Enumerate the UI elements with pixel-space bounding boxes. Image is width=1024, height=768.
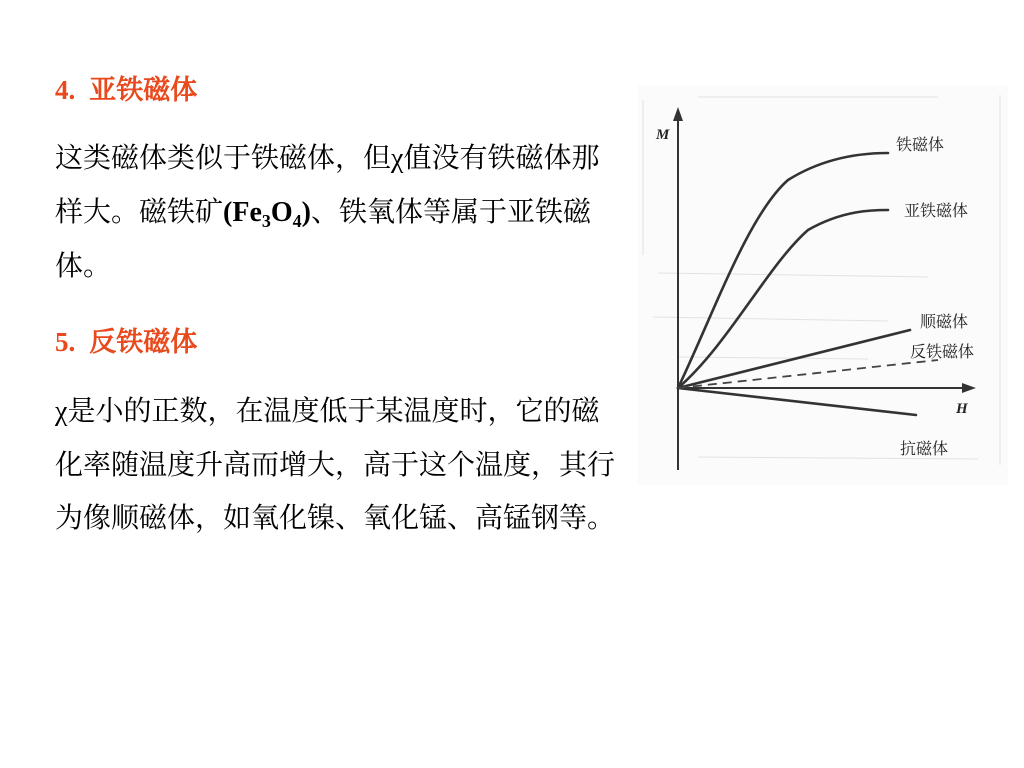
formula-part-fe: (Fe [223,197,262,228]
chi-symbol: χ [55,396,68,427]
magnetite-formula [223,197,311,231]
ferrimagnet-label: 亚铁磁体 [904,201,969,220]
magnetization-curves-figure [638,85,1008,485]
section-4-text-a: 这类磁体类似于铁磁体，但 [55,141,392,174]
section-4-text-c: 、铁氧体等属于亚铁磁体。 [55,195,591,282]
ferromagnet-label: 铁磁体 [896,135,945,154]
section-4-paragraph [55,131,625,292]
formula-part-close: ) [301,197,311,228]
m-axis-label: M [656,127,670,143]
formula-subscript-3: 3 [261,211,271,231]
chi-symbol: χ [391,143,404,174]
paramagnet-label: 顺磁体 [920,312,969,331]
section-4-text-b: 值没有铁磁体那样大。磁铁矿 [55,141,600,228]
figure-background [638,85,1008,485]
formula-part-o: O [270,197,293,228]
section-5-title: 反铁磁体 [89,327,198,358]
diamagnet-label: 抗磁体 [900,439,949,458]
antiferromagnet-label: 反铁磁体 [910,342,975,361]
section-4-number: 4. [55,75,76,105]
section-4-title: 亚铁磁体 [89,75,198,106]
formula-subscript-4: 4 [292,211,302,231]
section-5-heading [55,320,197,359]
section-4-heading [55,68,197,107]
section-5-number: 5. [55,327,76,357]
section-5-text: 是小的正数，在温度低于某温度时，它的磁化率随温度升高而增大，高于这个温度，其行为像顺磁体，如氧化镍、氧化锰、高锰钢等。 [55,394,616,534]
h-axis-label: H [956,401,968,417]
section-5-paragraph [55,384,625,544]
